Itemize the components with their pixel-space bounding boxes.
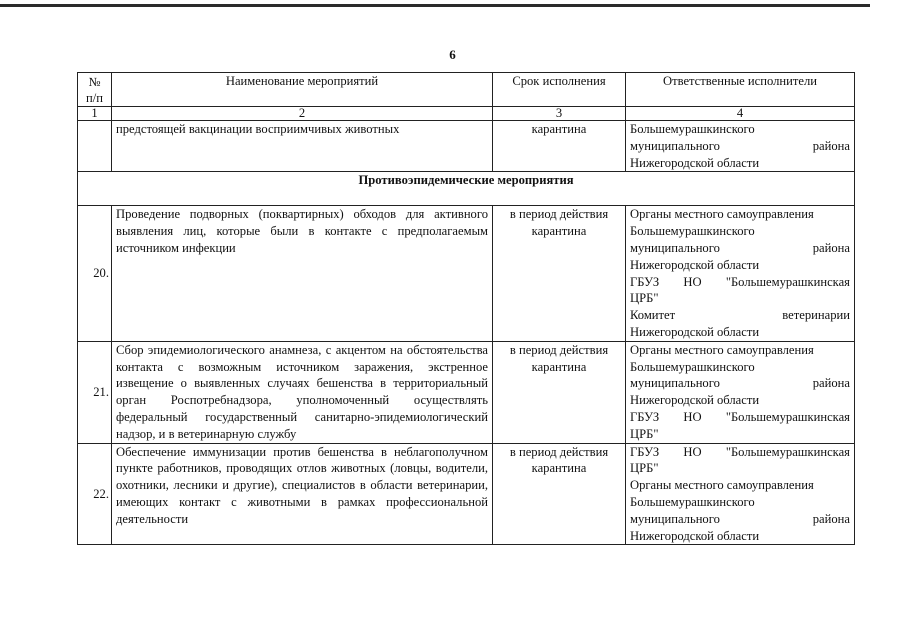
column-index: 3 xyxy=(493,107,626,121)
section-title: Противоэпидемические мероприятия xyxy=(78,172,855,206)
responsible-line: муниципального района xyxy=(630,138,850,153)
column-index: 4 xyxy=(626,107,855,121)
column-index: 1 xyxy=(78,107,112,121)
responsible-line: Большемурашкинского xyxy=(630,359,755,374)
table-row xyxy=(78,121,855,172)
header-num-label: № п/п xyxy=(86,75,103,105)
responsible-line: муниципального района xyxy=(630,240,850,255)
header-term: Срок исполнения xyxy=(493,73,626,107)
row-responsible xyxy=(626,341,855,443)
scan-top-border xyxy=(0,4,870,7)
row-name: Сбор эпидемиологического анамнеза, с акцентом на обстоятельства контакта с возможным источником заражения, экстренное извещение о выявленных случаях бешенства в территориальный орган Роспотребнадзора, уполномоченный осуществлять федеральный государственный санитарно-эпидемиологический надзор, и в ветеринарную службу xyxy=(112,341,493,443)
responsible-line: ЦРБ" xyxy=(630,461,659,476)
header-name: Наименование мероприятий xyxy=(112,73,493,107)
row-num: 21. xyxy=(78,341,112,443)
page-number: 6 xyxy=(449,47,456,62)
row-term: в период действия карантина xyxy=(493,443,626,545)
table-row xyxy=(78,341,855,443)
row-term: в период действия карантина xyxy=(493,206,626,341)
responsible-line: Нижегородской области xyxy=(630,155,760,170)
section-row xyxy=(78,172,855,206)
table-header-row xyxy=(78,73,855,107)
responsible-line: ГБУЗ НО "Большемурашкинская xyxy=(630,444,850,459)
responsible-line: Нижегородской области xyxy=(630,324,760,339)
row-responsible xyxy=(626,206,855,341)
responsible-line: Нижегородской области xyxy=(630,528,760,543)
responsible-line: Большемурашкинского xyxy=(630,122,755,136)
table-row xyxy=(78,206,855,341)
responsible-line: муниципального района xyxy=(630,511,850,526)
row-name: Проведение подворных (поквартирных) обходов для активного выявления лиц, которые были в контакте с предполагаемым источником инфекции xyxy=(112,206,493,341)
responsible-line: ГБУЗ НО "Большемурашкинская xyxy=(630,274,850,289)
row-responsible xyxy=(626,121,855,172)
responsible-line: Нижегородской области xyxy=(630,393,760,408)
column-index-row xyxy=(78,107,855,121)
row-name: предстоящей вакцинации восприимчивых животных xyxy=(112,121,493,172)
responsible-line: Большемурашкинского xyxy=(630,494,755,509)
row-term: в период действия карантина xyxy=(493,341,626,443)
row-num: 20. xyxy=(78,206,112,341)
responsible-line: ЦРБ" xyxy=(630,291,659,306)
responsible-line: Комитет ветеринарии xyxy=(630,308,850,323)
row-name: Обеспечение иммунизации против бешенства в неблагополучном пункте работников, проводящих отлов животных (ловцы, водители, охотники, лесники и другие), специалистов в области ветеринарии, имеющих контакт с животными в рамках профессиональной деятельности xyxy=(112,443,493,545)
responsible-line: ЦРБ" xyxy=(630,426,659,441)
responsible-line: Органы местного самоуправления xyxy=(630,207,814,222)
responsible-line: Большемурашкинского xyxy=(630,224,755,239)
row-num: 22. xyxy=(78,443,112,545)
table-row xyxy=(78,443,855,545)
responsible-line: ГБУЗ НО "Большемурашкинская xyxy=(630,409,850,424)
responsible-line: Органы местного самоуправления xyxy=(630,478,814,493)
header-responsible: Ответственные исполнители xyxy=(626,73,855,107)
row-responsible xyxy=(626,443,855,545)
responsible-line: Органы местного самоуправления xyxy=(630,342,814,357)
column-index: 2 xyxy=(112,107,493,121)
responsible-line: Нижегородской области xyxy=(630,257,760,272)
row-term: карантина xyxy=(493,121,626,172)
measures-table xyxy=(77,72,855,545)
header-num xyxy=(78,73,112,107)
row-num xyxy=(78,121,112,172)
responsible-line: муниципального района xyxy=(630,376,850,391)
